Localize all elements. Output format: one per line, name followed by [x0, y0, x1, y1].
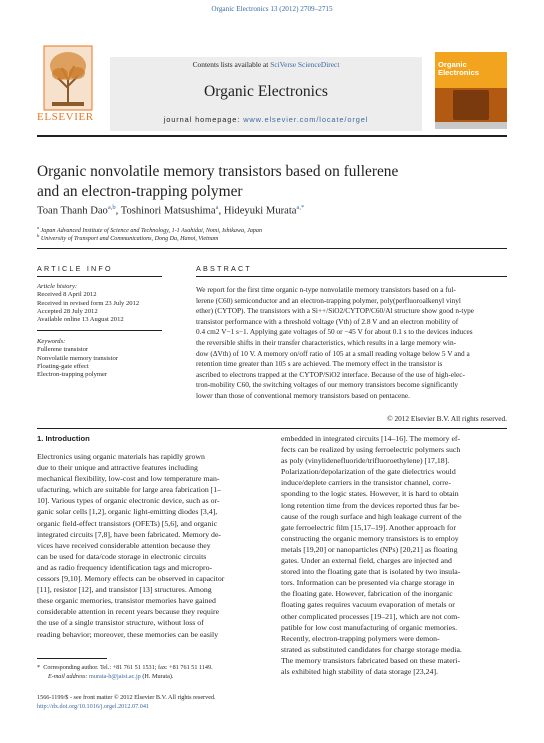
history-item: Accepted 28 July 2012: [37, 307, 98, 315]
body-line: 10]. Various types of organic electronic device, such as or-: [37, 496, 220, 506]
abstract-line: dow (ΔVth) of 10 V. A memory on/off ratio of 105 at a small reading voltage below 5 V and a: [196, 348, 470, 358]
body-line: reading behavior; moreover, these memories can be easily: [37, 629, 219, 639]
keywords-block: [37, 338, 162, 379]
body-line: fects can be realized by using ferroelectric polymers such: [281, 445, 461, 455]
body-divider: [37, 428, 507, 429]
keyword-item[interactable]: Fullerene transistor: [37, 346, 89, 354]
email-link[interactable]: murata-h@jaist.ac.jp: [89, 673, 141, 680]
publisher-logo-text: ELSEVIER: [37, 111, 94, 123]
journal-homepage: [110, 115, 422, 124]
abstract-line: lower than those of conventional memory transistors based on pentacene.: [196, 390, 410, 400]
doi-link[interactable]: [37, 703, 149, 711]
abstract-line: 0.4 cm2 V−1 s−1. Applying gate voltages of 50 or −45 V for about 0.1 s to the devices induces: [196, 327, 473, 337]
body-line: ufacturing, which are suitable for large area fabrication [1–: [37, 485, 222, 495]
homepage-link[interactable]: www.elsevier.com/locate/orgel: [243, 115, 369, 124]
abstract-rule: [196, 276, 507, 277]
cover-title-line1: Organic: [438, 60, 467, 69]
body-line: patible for low cost manufacturing of organic memories.: [281, 622, 458, 632]
author-separator: ,: [115, 205, 121, 217]
body-line: cause of the rough surface and high leakage current of the: [281, 511, 462, 521]
article-info-heading: ARTICLE INFO: [37, 264, 113, 273]
body-line: tors. Information can be presented via charge storage in: [281, 578, 455, 588]
author-separator: ,: [218, 205, 224, 217]
abstract-copyright: © 2012 Elsevier B.V. All rights reserved.: [387, 414, 507, 423]
email-note: [48, 673, 173, 681]
body-line: Polarization/depolarization of the gate dielectrics would: [281, 467, 456, 477]
history-item: Available online 13 August 2012: [37, 316, 124, 324]
author-affiliation-mark[interactable]: a: [215, 204, 219, 211]
keywords-rule: [37, 330, 162, 331]
sciencedirect-link[interactable]: SciVerse ScienceDirect: [270, 60, 340, 69]
body-line: and as radio frequency identification tags and micropro-: [37, 562, 213, 572]
email-label: E-mail address:: [48, 673, 88, 680]
body-column-right: [281, 433, 509, 677]
body-line: als exhibited high stability of data storage [23,24].: [281, 666, 438, 676]
email-suffix: (H. Murata).: [142, 673, 174, 680]
body-line: metals [19,20] or nanoparticles (NPs) [20,21] as floating: [281, 544, 458, 554]
body-line: can be used for data/code storage in electronic circuits: [37, 551, 207, 561]
affiliation-mark: a: [37, 225, 40, 230]
journal-reference[interactable]: Organic Electronics 13 (2012) 2709–2715: [211, 5, 333, 13]
article-title: [37, 162, 507, 201]
corresponding-author-note: [37, 664, 213, 672]
cover-title-line2: Electronics: [438, 67, 479, 77]
body-line: integrated circuits [7,8], have been fabricated. Memory de-: [37, 529, 222, 539]
body-line: gates. Under an external field, charges are injected and: [281, 556, 452, 566]
affiliation-text: University of Transport and Communications, Dong Da, Hanoi, Vietnam: [40, 236, 219, 243]
footnote-mark: *: [37, 664, 41, 671]
history-item: Received 8 April 2012: [37, 291, 97, 299]
footnote-divider: [37, 658, 107, 659]
abstract-line: ether) (CYTOP). The transistors with a Si++/SiO2/CYTOP/C60/Al structure show good n-type: [196, 306, 474, 316]
affiliation-mark: b: [37, 233, 40, 238]
keywords-label: Keywords:: [37, 338, 66, 345]
body-line: the use of a single transistor structure, without loss of: [37, 618, 204, 628]
cover-image: [453, 90, 489, 120]
affiliation: [37, 233, 218, 242]
article-title-line2: and an electron-trapping polymer: [37, 182, 243, 200]
history-item: Received in revised form 23 July 2012: [37, 299, 140, 307]
body-line: these organic memories, transistor memories have gained: [37, 596, 216, 606]
body-line: organic field-effect transistors (OFETs) [5,6], and organic: [37, 518, 218, 528]
abstract-line: We report for the first time organic n-type nonvolatile memory transistors based on a ful-: [196, 285, 456, 294]
body-line: embedded in integrated circuits [14–16]. The memory ef-: [281, 434, 461, 443]
contents-prefix: Contents lists available at: [192, 60, 271, 69]
cover-title: [438, 61, 479, 76]
body-line: stored into the floating gate that is isolated by two insula-: [281, 567, 461, 577]
body-line: cessors [9,10]. Memory effects can be observed in capacitor: [37, 574, 225, 584]
body-line: as poly (vinylidenefluoride/trifluoroethylene) [17,18].: [281, 456, 450, 466]
article-info-rule: [37, 276, 162, 277]
author-affiliation-mark[interactable]: a,*: [296, 204, 305, 211]
abstract-line: retention time greater than 105 s are achieved. The memory effect in the transistor is: [196, 359, 443, 369]
homepage-prefix: journal homepage:: [163, 115, 244, 124]
abstract-line: transistor performance with a threshold voltage (Vth) of 2.8 V and an electron mobility of: [196, 316, 459, 326]
header-divider: [37, 135, 507, 137]
body-line: vices have received considerable attention because they: [37, 540, 211, 550]
author-list: [37, 204, 507, 217]
abstract-heading: ABSTRACT: [196, 264, 252, 273]
body-column-left: [37, 451, 265, 640]
body-line: The memory transistors fabricated based on these materi-: [281, 655, 461, 665]
info-divider: [37, 248, 507, 249]
body-line: Electronics using organic materials has rapidly grown: [37, 452, 205, 461]
journal-cover-thumbnail: [435, 52, 507, 129]
cover-footer: [435, 122, 507, 129]
body-line: constructing the organic memory transistors is to employ: [281, 533, 459, 543]
body-line: long retention time from the devices reported thus far be-: [281, 500, 460, 510]
keyword-item[interactable]: Electron-trapping polymer: [37, 371, 108, 379]
keyword-item[interactable]: Nonvolatile memory transistor: [37, 354, 118, 362]
section-heading-introduction: 1. Introduction: [37, 434, 90, 443]
elsevier-tree-logo: [38, 40, 98, 120]
author-name[interactable]: Toshinori Matsushima: [120, 205, 216, 217]
body-line: sponding to the logic states. However, it is hard to obtain: [281, 489, 459, 499]
affiliation-text: Japan Advanced Institute of Science and Technology, 1-1 Asahidai, Nomi, Ishikawa, Japan: [40, 228, 263, 235]
keyword-item[interactable]: Floating-gate effect: [37, 362, 89, 370]
abstract-line: tron-mobility C60, the switching voltages of our memory transistors become significantly: [196, 380, 459, 390]
abstract-body: [196, 285, 507, 402]
history-label: Article history:: [37, 283, 78, 290]
abstract-line: the reversible shifts in their transfer characteristics, which results in a large memory win-: [196, 337, 457, 347]
body-line: gate ferroelectric film [15,17–19]. Another approach for: [281, 522, 456, 532]
body-line: induce/deplete carriers in the transistor channel, corre-: [281, 478, 451, 488]
footnote-text: Corresponding author. Tel.: +81 761 51 1531; fax: +81 761 51 1149.: [43, 664, 213, 671]
article-history: [37, 283, 162, 324]
body-line: ganic solar cells [1,2], organic light-emitting diodes [3,4],: [37, 507, 218, 517]
body-line: the floating gate. However, fabrication of the inorganic: [281, 589, 453, 599]
author-name[interactable]: Hideyuki Murata: [223, 205, 297, 217]
body-line: due to their unique and attractive features including: [37, 463, 198, 473]
abstract-line: lerene (C60) semiconductor and an electron-trapping polymer, poly(perfluoroalkenyl vinyl: [196, 295, 461, 305]
contents-line: [110, 60, 422, 69]
body-line: Recently, electron-trapping polymers were demon-: [281, 633, 440, 643]
body-line: considerable attention in recent years because they require: [37, 607, 220, 617]
issn-line: 1566-1199/$ - see front matter © 2012 Elsevier B.V. All rights reserved.: [37, 694, 216, 701]
author-name[interactable]: Toan Thanh Dao: [37, 205, 108, 217]
abstract-line: ascribed to electrons trapped at the CYTOP/SiO2 interface. Because of the use of high-elec-: [196, 369, 465, 379]
body-line: mechanical flexibility, low-cost and low temperature man-: [37, 474, 220, 484]
journal-name: Organic Electronics: [204, 83, 328, 100]
author-affiliation-mark[interactable]: a,b: [107, 204, 116, 211]
article-title-line1: Organic nonvolatile memory transistors based on fullerene: [37, 163, 399, 180]
body-line: floating gates requires vacuum evaporation of metals or: [281, 600, 455, 610]
body-line: strated as substituted candidates for charge storage media.: [281, 644, 462, 654]
body-line: [11], resistor [12], and transistor [13] structures. Among: [37, 585, 212, 595]
body-line: other complicated processes [19–21], which are not com-: [281, 611, 460, 621]
doi-text[interactable]: http://dx.doi.org/10.1016/j.orgel.2012.07.041: [37, 703, 150, 710]
